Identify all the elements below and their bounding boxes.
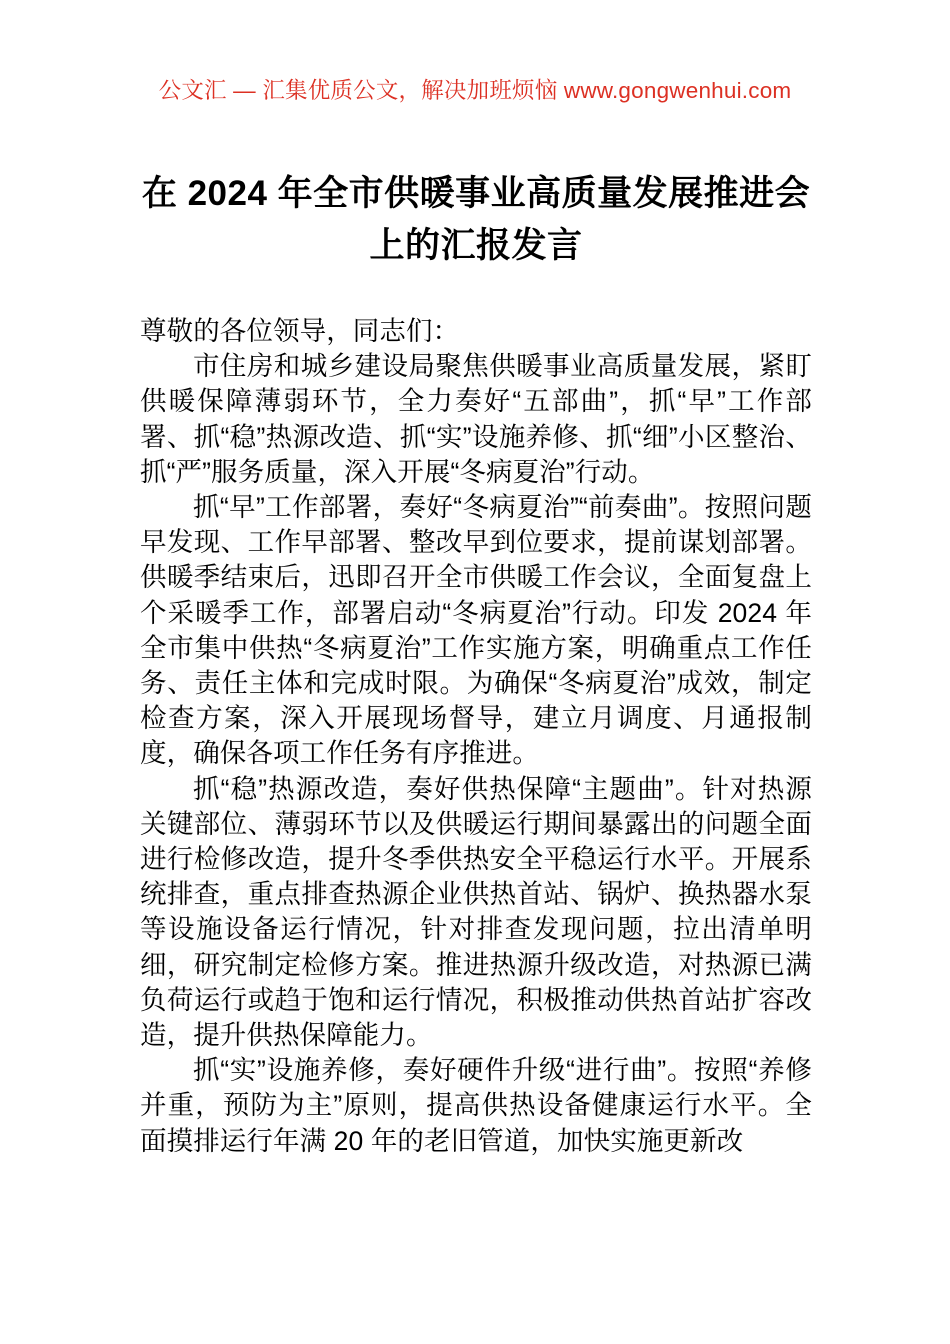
body-paragraph-3: 抓“稳”热源改造，奏好供热保障“主题曲”。针对热源关键部位、薄弱环节以及供暖运行期间暴露出的问题全面进行检修改造，提升冬季供热安全平稳运行水平。开展系统排查，重点排查热源企业供热首站、锅炉、换热器水泵等设施设备运行情况，针对排查发现问题，拉出清单明细，研究制定检修方案。推进热源升级改造，对热源已满负荷运行或趋于饱和运行情况，积极推动供热首站扩容改造，提升供热保障能力。 — [140, 773, 812, 1051]
site-watermark-header: 公文汇 — 汇集优质公文，解决加班烦恼 www.gongwenhui.com — [158, 78, 792, 103]
document-body — [140, 168, 812, 1159]
salutation-line: 尊敬的各位领导，同志们： — [140, 316, 460, 346]
body-paragraph-4: 抓“实”设施养修，奏好硬件升级“进行曲”。按照“养修并重，预防为主”原则，提高供热设备健康运行水平。全面摸排运行年满 20 年的老旧管道，加快实施更新改 — [140, 1055, 812, 1156]
page-title: 在 2024 年全市供暖事业高质量发展推进会上的汇报发言 — [141, 174, 811, 265]
body-paragraph-2: 抓“早”工作部署，奏好“冬病夏治”“前奏曲”。按照问题早发现、工作早部署、整改早到位要求，提前谋划部署。供暖季结束后，迅即召开全市供暖工作会议，全面复盘上个采暖季工作，部署启动“冬病夏治”行动。印发 2024 年全市集中供热“冬病夏治”工作实施方案，明确重点工作任务、责任主体和完成时限。为确保“冬病夏治”成效，制定检查方案，深入开展现场督导，建立月调度、月通报制度，确保各项工作任务有序推进。 — [140, 492, 812, 769]
body-paragraph-1: 市住房和城乡建设局聚焦供暖事业高质量发展，紧盯供暖保障薄弱环节，全力奏好“五部曲”，抓“早”工作部署、抓“稳”热源改造、抓“实”设施养修、抓“细”小区整治、抓“严”服务质量，深入开展“冬病夏治”行动。 — [140, 351, 812, 487]
